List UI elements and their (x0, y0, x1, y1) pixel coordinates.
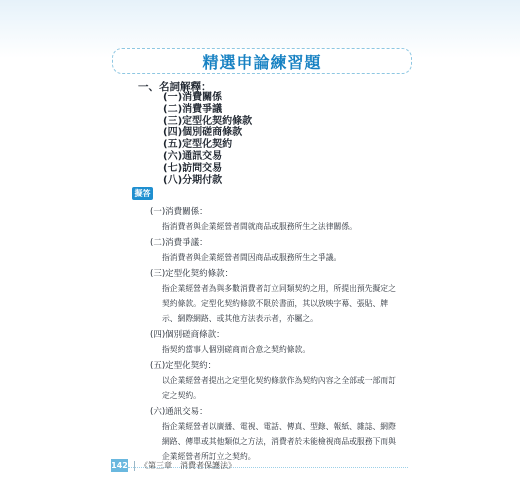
answer-definition: 指消費者與企業經營者間就商品或服務所生之法律關係。 (162, 222, 357, 231)
page-title: 精選申論練習題 (202, 53, 322, 72)
answer-term: (六)通訊交易： (150, 407, 208, 417)
answer-item (150, 206, 398, 234)
question-heading: 一、名詞解釋： (138, 81, 212, 93)
answer-definition: 指企業經營者以廣播、電視、電話、傳真、型錄、報紙、雜誌、網際網路、傳單或其他類似之方法，消費者於未能檢視商品或服務下而與企業經營者所訂立之契約。 (162, 422, 396, 461)
question-item: (三)定型化契約條款 (163, 115, 253, 127)
question-item: (七)訪問交易 (163, 162, 223, 174)
question-list (163, 92, 252, 186)
answer-item (150, 360, 398, 403)
question-item: (五)定型化契約 (163, 139, 233, 151)
answer-definition: 指企業經營者為與多數消費者訂立同類契約之用，所提出預先擬定之契約條款。定型化契約條款不限於書面，其以放映字幕、張貼、牌示、網際網路、或其他方法表示者，亦屬之。 (162, 284, 396, 323)
question-item: (一)消費關係 (163, 92, 223, 103)
question-item: (四)個別磋商條款 (163, 127, 243, 139)
answer-term: (四)個別磋商條款： (150, 330, 225, 340)
answer-definition: 指契約當事人個別磋商而合意之契約條款。 (162, 345, 311, 354)
answer-term: (一)消費關係： (150, 207, 208, 217)
answer-definition: 指消費者與企業經營者間因商品或服務所生之爭議。 (162, 253, 342, 262)
answer-item (150, 268, 398, 326)
answer-term: (五)定型化契約： (150, 361, 217, 371)
answer-term: (三)定型化契約條款： (150, 269, 234, 279)
answer-term: (二)消費爭議： (150, 238, 208, 248)
answer-item (150, 406, 398, 464)
title-banner (112, 48, 412, 74)
question-item: (八)分期付款 (163, 174, 223, 186)
question-item: (二)消費爭議 (163, 103, 223, 115)
answer-item (150, 237, 398, 265)
answer-definition: 以企業經營者提出之定型化契約條款作為契約內容之全部或一部而訂定之契約。 (162, 376, 396, 400)
chapter-label: 《第三章 消費者保護法》 (140, 461, 236, 470)
question-item: (六)通訊交易 (163, 150, 223, 162)
answer-item (150, 329, 398, 357)
page-number: 142 (111, 461, 128, 470)
footer-separator (134, 461, 135, 471)
answer-badge: 擬答 (132, 187, 153, 200)
answer-list (150, 206, 398, 467)
